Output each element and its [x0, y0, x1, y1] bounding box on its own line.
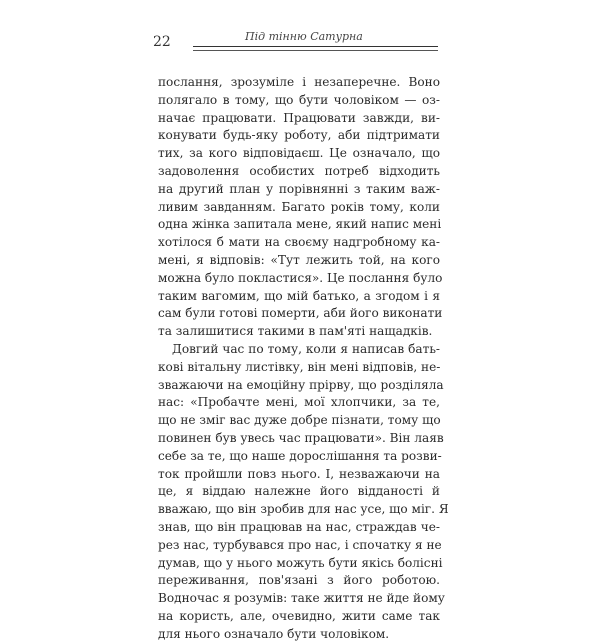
text-line: можна було покластися». Це послання було	[158, 270, 443, 285]
text-line: на користь, але, очевидно, жити саме так	[158, 608, 440, 623]
header-rule	[193, 46, 438, 47]
text-line: хотілося б мати на своєму надгробному ка-	[158, 235, 440, 250]
text-line: ток пройшли повз нього. І, незважаючи на	[158, 466, 440, 481]
text-line: послання, зрозуміле і незаперечне. Воно	[158, 75, 440, 89]
text-line: одна жінка запитала мене, який напис мені	[158, 217, 442, 232]
text-line: таким вагомим, що мій батько, а згодом і я	[158, 288, 440, 303]
text-line: переживання, пов'язані з його роботою.	[158, 573, 440, 588]
page-header	[153, 26, 438, 52]
text-line: Водночас я розумів: таке життя не йде йому	[158, 591, 445, 606]
text-line: що не зміг вас дуже добре пізнати, тому що	[158, 413, 441, 428]
text-line: себе за те, що наше дорослішання та розви-	[158, 448, 442, 463]
text-line: знав, що він працював на нас, страждав че-	[158, 519, 440, 534]
text-line: начає працювати. Працювати завжди, ви-	[158, 110, 440, 125]
text-line: вважаю, що він зробив для нас усе, що міг. Я	[158, 502, 449, 517]
text-line: тих, за кого відповідаєш. Це означало, що	[158, 146, 440, 161]
text-line: повинен був увесь час працювати». Він лаяв	[158, 430, 444, 445]
running-title: Під тінню Сатурна	[245, 30, 363, 43]
body-text	[158, 74, 449, 644]
text-line: думав, що у нього можуть бути якісь болісні	[158, 555, 443, 570]
text-line: рез нас, турбувався про нас, і спочатку я не	[158, 537, 442, 552]
text-line: сам були готові померти, аби його виконати	[158, 306, 443, 321]
paragraph	[158, 74, 443, 341]
text-line: полягало в тому, що бути чоловіком — оз-	[158, 92, 440, 107]
header-rule-thin	[193, 50, 438, 51]
text-line: нас: «Пробачте мені, мої хлопчики, за те,	[158, 395, 440, 410]
text-line: конувати будь-яку роботу, аби підтримати	[158, 128, 440, 143]
text-line: Довгий час по тому, коли я написав бать-	[172, 341, 440, 356]
text-line: на другий план у порівнянні з таким важ-	[158, 181, 440, 196]
page-number: 22	[153, 34, 171, 50]
text-line: це, я віддаю належне його відданості й	[158, 484, 440, 499]
text-line: для нього означало бути чоловіком.	[158, 626, 390, 641]
text-line: ливим завданням. Багато років тому, коли	[158, 199, 440, 214]
text-line: кові вітальну листівку, він мені відповів, не-	[158, 359, 441, 374]
text-line: задоволення особистих потреб відходить	[158, 163, 440, 178]
text-line: мені, я відповів: «Тут лежить той, на кого	[158, 252, 440, 267]
text-line: зважаючи на емоційну прірву, що розділяла	[158, 377, 444, 392]
paragraph	[158, 341, 449, 644]
text-line: та залишитися такими в пам'яті нащадків.	[158, 324, 433, 339]
